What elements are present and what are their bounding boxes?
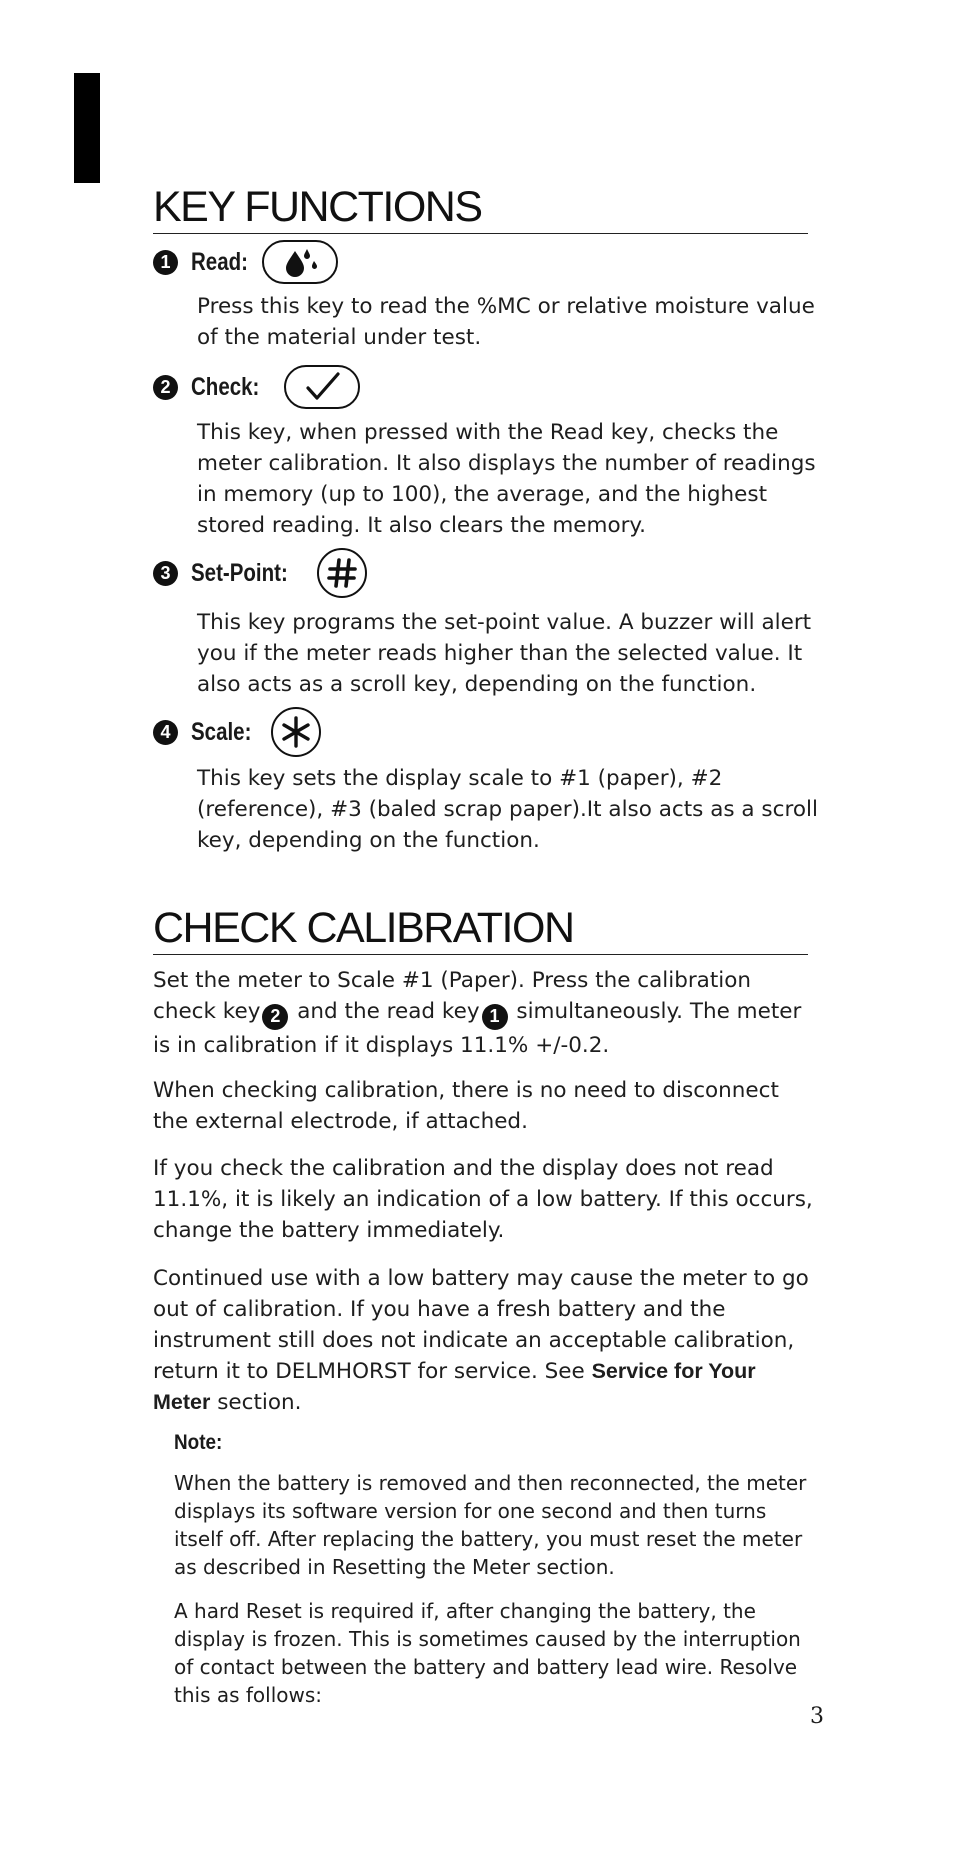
calibration-paragraph-3: If you check the calibration and the display does not read 11.1%, it is likely an indication of a low battery. If this occurs, change the battery immediately. <box>153 1156 813 1243</box>
key-number-badge: 1 <box>482 1004 508 1030</box>
page-number: 3 <box>810 1704 824 1729</box>
calibration-paragraph-1 <box>153 965 818 1061</box>
key-number-badge: 4 <box>153 720 178 745</box>
key-number-badge: 3 <box>153 561 178 586</box>
text-run: section. <box>210 1390 302 1415</box>
key-number-badge: 1 <box>153 250 178 275</box>
key-number-badge: 2 <box>153 375 178 400</box>
text-run: simultaneously. The meter is in calibration if it displays 11.1% +/-0.2. <box>153 999 802 1058</box>
section-reference: Service for Your Meter <box>153 1359 756 1414</box>
asterisk-icon <box>271 707 321 757</box>
key-label: Scale: <box>191 717 252 746</box>
hash-icon <box>317 548 367 598</box>
note-paragraph-1: When the battery is removed and then reconnected, the meter displays its software version for one second and then turns itself off. After replacing the battery, you must reset the meter as described in Resetting the Meter section. <box>174 1471 807 1579</box>
section-title-key-functions: KEY FUNCTIONS <box>153 186 808 234</box>
key-label: Set-Point: <box>191 558 288 587</box>
note-paragraph-2: A hard Reset is required if, after changing the battery, the display is frozen. This is sometimes caused by the interruption of contact between the battery and battery lead wire. Resolve this as follows: <box>174 1599 801 1707</box>
key-setpoint-heading <box>153 551 367 595</box>
key-check-heading <box>153 365 360 409</box>
text-run: Continued use with a low battery may cause the meter to go out of calibration. If you have a fresh battery and the instrument still does not indicate an acceptable calibration, return it to DELMHORST for service. See <box>153 1266 809 1384</box>
checkmark-icon <box>284 365 360 409</box>
key-read-heading <box>153 240 338 284</box>
key-number-badge: 2 <box>262 1004 288 1030</box>
section-title-check-calibration: CHECK CALIBRATION <box>153 907 808 955</box>
key-setpoint-description: This key programs the set-point value. A buzzer will alert you if the meter reads higher than the selected value. It also acts as a scroll key, depending on the function. <box>197 610 812 697</box>
key-read-description: Press this key to read the %MC or relative moisture value of the material under test. <box>197 294 815 350</box>
chapter-tab-marker <box>74 73 100 183</box>
water-drops-icon <box>262 240 338 284</box>
text-run: and the read key <box>290 999 480 1024</box>
text-run: Set the meter to Scale #1 (Paper). Press the calibration check key <box>153 968 752 1024</box>
key-label: Read: <box>191 247 248 276</box>
calibration-paragraph-2: When checking calibration, there is no need to disconnect the external electrode, if attached. <box>153 1078 779 1134</box>
note-title: Note: <box>174 1431 223 1454</box>
key-label: Check: <box>191 372 260 401</box>
calibration-paragraph-4 <box>153 1263 818 1418</box>
key-scale-heading <box>153 710 321 754</box>
key-check-description: This key, when pressed with the Read key, checks the meter calibration. It also displays the number of readings in memory (up to 100), the average, and the highest stored reading. It also clears the memory. <box>197 420 816 538</box>
key-scale-description: This key sets the display scale to #1 (paper), #2 (reference), #3 (baled scrap paper).It also acts as a scroll key, depending on the function. <box>197 766 818 853</box>
